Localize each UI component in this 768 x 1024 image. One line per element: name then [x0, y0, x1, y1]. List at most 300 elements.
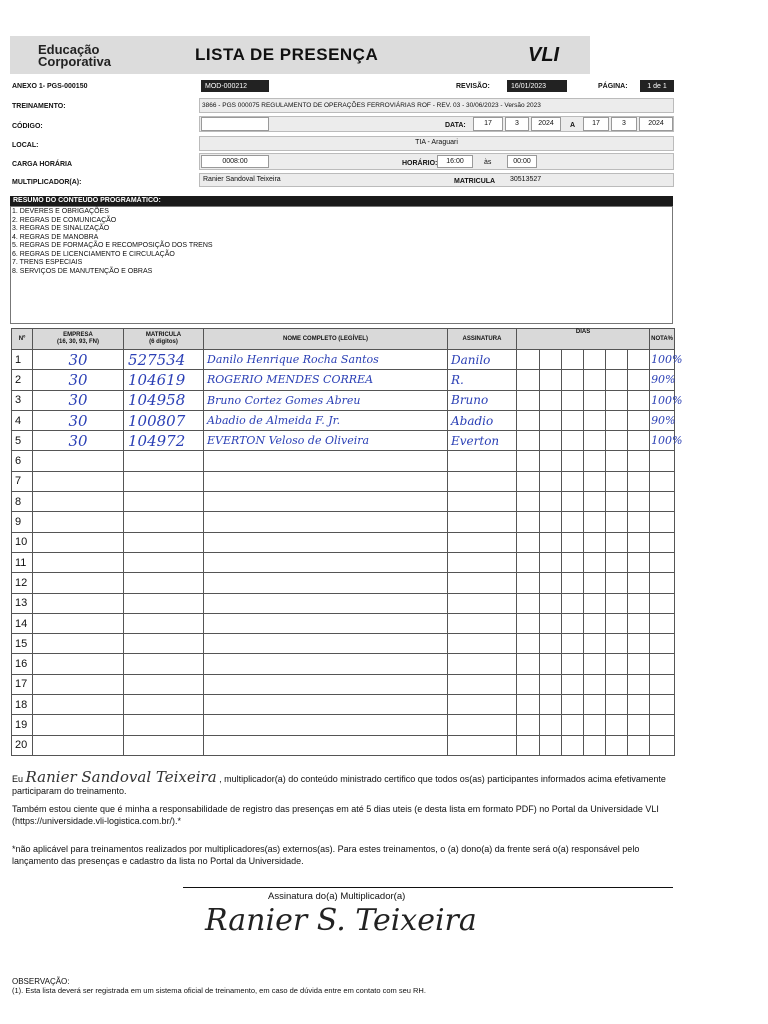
row-assinatura: Abadio [448, 410, 517, 430]
row-day-cell [517, 451, 540, 471]
row-day-cell [540, 410, 562, 430]
row-nota: 100% [650, 431, 675, 451]
row-day-cell [540, 390, 562, 410]
col-nota: NOTA% [650, 329, 675, 350]
row-nome: ROGERIO MENDES CORREA [204, 370, 448, 390]
row-day-cell [606, 634, 628, 654]
row-number: 17 [12, 674, 33, 694]
row-day-cell [628, 410, 650, 430]
row-matricula [124, 532, 204, 552]
row-number: 2 [12, 370, 33, 390]
row-day-cell [628, 695, 650, 715]
observation-title: OBSERVAÇÃO: [12, 977, 70, 986]
matricula-label: MATRICULA [454, 178, 496, 185]
row-day-cell [628, 512, 650, 532]
row-day-cell [517, 370, 540, 390]
table-header [12, 329, 675, 350]
table-row [12, 532, 675, 552]
attendance-table [11, 328, 683, 756]
row-empresa [33, 593, 124, 613]
date-to-day: 17 [583, 117, 609, 131]
row-day-cell [562, 390, 584, 410]
program-item: 3. REGRAS DE SINALIZAÇÃO [12, 225, 110, 232]
row-assinatura [448, 573, 517, 593]
row-nota [650, 451, 675, 471]
row-number: 8 [12, 492, 33, 512]
row-day-cell [540, 370, 562, 390]
program-title: RESUMO DO CONTEÚDO PROGRAMÁTICO: [10, 196, 673, 206]
row-nota [650, 654, 675, 674]
row-number: 9 [12, 512, 33, 532]
row-empresa [33, 715, 124, 735]
row-day-cell [584, 512, 606, 532]
table-row [12, 431, 675, 451]
row-day-cell [606, 654, 628, 674]
row-day-cell [517, 634, 540, 654]
row-assinatura [448, 654, 517, 674]
row-day-cell [606, 512, 628, 532]
row-day-cell [584, 593, 606, 613]
row-empresa [33, 654, 124, 674]
row-matricula [124, 451, 204, 471]
date-to-year: 2024 [639, 117, 673, 131]
training-label: TREINAMENTO: [12, 103, 66, 110]
row-empresa [33, 735, 124, 755]
row-day-cell [517, 552, 540, 572]
table-row [12, 512, 675, 532]
col-number: Nº [12, 329, 33, 350]
row-day-cell [540, 552, 562, 572]
row-day-cell [606, 471, 628, 491]
row-assinatura [448, 735, 517, 755]
document-title: LISTA DE PRESENÇA [195, 45, 379, 64]
row-day-cell [540, 674, 562, 694]
row-matricula [124, 573, 204, 593]
row-day-cell [606, 613, 628, 633]
row-day-cell [584, 613, 606, 633]
instructor-value: Ranier Sandoval Teixeira [203, 176, 281, 183]
row-day-cell [540, 573, 562, 593]
row-day-cell [562, 654, 584, 674]
row-day-cell [584, 654, 606, 674]
row-nota [650, 492, 675, 512]
row-day-cell [562, 593, 584, 613]
row-day-cell [517, 715, 540, 735]
row-number: 15 [12, 634, 33, 654]
row-nota [650, 573, 675, 593]
row-empresa: 30 [33, 431, 124, 451]
row-nome: EVERTON Veloso de Oliveira [204, 431, 448, 451]
row-day-cell [628, 593, 650, 613]
row-day-cell [584, 735, 606, 755]
row-nome: Danilo Henrique Rocha Santos [204, 350, 448, 370]
row-day-cell [606, 431, 628, 451]
row-day-cell [628, 654, 650, 674]
signature-label: Assinatura do(a) Multiplicador(a) [268, 891, 406, 902]
row-day-cell [606, 492, 628, 512]
row-number: 18 [12, 695, 33, 715]
row-nome: Abadio de Almeida F. Jr. [204, 410, 448, 430]
row-day-cell [517, 350, 540, 370]
instructor-label: MULTIPLICADOR(A): [12, 179, 82, 186]
row-day-cell [517, 654, 540, 674]
row-nome [204, 674, 448, 694]
program-item: 1. DEVERES E OBRIGAÇÕES [12, 208, 109, 215]
row-nota [650, 471, 675, 491]
workload-label: CARGA HORÁRIA [12, 161, 73, 168]
row-number: 20 [12, 735, 33, 755]
row-assinatura [448, 552, 517, 572]
row-empresa [33, 512, 124, 532]
row-empresa: 30 [33, 350, 124, 370]
row-empresa: 30 [33, 410, 124, 430]
row-day-cell [562, 431, 584, 451]
row-day-cell [562, 634, 584, 654]
instructor-signature: Ranier S. Teixeira [205, 903, 477, 938]
row-nota [650, 613, 675, 633]
row-day-cell [628, 634, 650, 654]
row-day-cell [628, 431, 650, 451]
row-day-cell [562, 410, 584, 430]
row-number: 4 [12, 410, 33, 430]
row-day-cell [562, 735, 584, 755]
row-nota: 100% [650, 350, 675, 370]
table-row [12, 552, 675, 572]
row-day-cell [628, 715, 650, 735]
program-item: 2. REGRAS DE COMUNICAÇÃO [12, 216, 117, 224]
row-empresa [33, 471, 124, 491]
row-assinatura [448, 634, 517, 654]
row-matricula [124, 471, 204, 491]
row-nome [204, 532, 448, 552]
row-number: 13 [12, 593, 33, 613]
row-matricula [124, 512, 204, 532]
observation-text: (1). Esta lista deverá ser registrada em um sistema oficial de treinamento, em caso de dúvida entre em contato com seu RH. [12, 986, 426, 995]
row-day-cell [562, 471, 584, 491]
table-row [12, 613, 675, 633]
row-day-cell [562, 573, 584, 593]
row-day-cell [606, 410, 628, 430]
row-day-cell [628, 390, 650, 410]
row-empresa [33, 613, 124, 633]
row-day-cell [584, 350, 606, 370]
row-matricula: 100807 [124, 410, 204, 430]
row-assinatura [448, 674, 517, 694]
row-day-cell [584, 715, 606, 735]
brand-logo: VLI [528, 44, 560, 66]
row-nome [204, 492, 448, 512]
row-assinatura [448, 532, 517, 552]
row-matricula [124, 593, 204, 613]
row-nome [204, 613, 448, 633]
row-assinatura [448, 715, 517, 735]
certification-signature: Ranier Sandoval Teixeira [25, 768, 217, 786]
row-day-cell [562, 512, 584, 532]
row-day-cell [562, 552, 584, 572]
matricula-value: 30513527 [510, 176, 542, 183]
row-day-cell [606, 593, 628, 613]
row-day-cell [584, 573, 606, 593]
revision-value: 16/01/2023 [507, 80, 567, 92]
form-code: MOD-000212 [201, 80, 269, 92]
row-day-cell [540, 512, 562, 532]
row-matricula: 104619 [124, 370, 204, 390]
row-day-cell [540, 715, 562, 735]
row-nome [204, 735, 448, 755]
row-day-cell [606, 451, 628, 471]
row-day-cell [540, 593, 562, 613]
row-day-cell [562, 370, 584, 390]
training-value: 3866 - PGS 000075 REGULAMENTO DE OPERAÇÕES FERROVIÁRIAS ROF - REV. 03 - 30/06/2023 - Versão 2023 [202, 102, 541, 109]
table-row [12, 350, 675, 370]
row-assinatura [448, 512, 517, 532]
row-number: 11 [12, 552, 33, 572]
date-from-day: 17 [473, 117, 503, 131]
row-nome [204, 471, 448, 491]
program-item: 8. SERVIÇOS DE MANUTENÇÃO E OBRAS [12, 267, 153, 275]
row-matricula [124, 695, 204, 715]
row-day-cell [540, 431, 562, 451]
responsibility-text: Também estou ciente que é minha a responsabilidade de registro das presenças em até 5 dias uteis (e desta lista em formato PDF) no Portal da Universidade VLI (https://universidade.vli-logistica.com.br/).* [12, 804, 659, 826]
logo-line-1: Educação [38, 42, 100, 57]
row-day-cell [562, 451, 584, 471]
time-separator: às [484, 159, 492, 166]
row-assinatura: Bruno [448, 390, 517, 410]
row-nota [650, 674, 675, 694]
row-assinatura: R. [448, 370, 517, 390]
row-day-cell [517, 674, 540, 694]
row-day-cell [628, 492, 650, 512]
row-day-cell [584, 451, 606, 471]
row-nome [204, 654, 448, 674]
table-row [12, 471, 675, 491]
row-day-cell [540, 492, 562, 512]
date-to-month: 3 [611, 117, 637, 131]
row-matricula: 104958 [124, 390, 204, 410]
row-day-cell [517, 431, 540, 451]
row-day-cell [628, 735, 650, 755]
row-day-cell [584, 552, 606, 572]
table-row [12, 492, 675, 512]
row-day-cell [517, 512, 540, 532]
row-empresa [33, 532, 124, 552]
row-nota [650, 532, 675, 552]
date-separator: A [570, 122, 576, 129]
row-nome: Bruno Cortez Gomes Abreu [204, 390, 448, 410]
row-matricula [124, 552, 204, 572]
row-nome [204, 573, 448, 593]
row-day-cell [584, 390, 606, 410]
row-nome [204, 634, 448, 654]
page-label: PÁGINA: [598, 83, 628, 90]
row-matricula: 527534 [124, 350, 204, 370]
row-number: 7 [12, 471, 33, 491]
row-number: 16 [12, 654, 33, 674]
row-assinatura [448, 695, 517, 715]
signature-line [183, 887, 673, 888]
row-number: 10 [12, 532, 33, 552]
row-day-cell [606, 532, 628, 552]
row-nome [204, 552, 448, 572]
row-matricula [124, 735, 204, 755]
row-empresa [33, 674, 124, 694]
row-empresa [33, 695, 124, 715]
row-day-cell [517, 695, 540, 715]
row-day-cell [628, 370, 650, 390]
row-assinatura [448, 471, 517, 491]
row-nota [650, 715, 675, 735]
location-label: LOCAL: [12, 142, 39, 149]
row-assinatura [448, 613, 517, 633]
page-value: 1 de 1 [640, 80, 674, 92]
row-day-cell [606, 350, 628, 370]
row-day-cell [628, 613, 650, 633]
row-assinatura [448, 492, 517, 512]
row-day-cell [540, 532, 562, 552]
row-day-cell [628, 350, 650, 370]
row-day-cell [606, 674, 628, 694]
row-nota: 90% [650, 410, 675, 430]
row-empresa [33, 492, 124, 512]
table-row [12, 674, 675, 694]
row-assinatura [448, 593, 517, 613]
row-matricula [124, 634, 204, 654]
col-empresa: EMPRESA (16, 30, 93, FN) [33, 329, 124, 350]
row-day-cell [540, 350, 562, 370]
row-day-cell [517, 735, 540, 755]
row-day-cell [584, 370, 606, 390]
table-row [12, 715, 675, 735]
revision-label: REVISÃO: [456, 83, 490, 90]
row-assinatura [448, 451, 517, 471]
row-day-cell [606, 695, 628, 715]
row-day-cell [628, 674, 650, 694]
row-number: 12 [12, 573, 33, 593]
row-day-cell [517, 390, 540, 410]
program-item: 7. TRENS ESPECIAIS [12, 259, 83, 266]
row-day-cell [584, 532, 606, 552]
date-from-year: 2024 [531, 117, 561, 131]
row-nome [204, 451, 448, 471]
code-field [201, 117, 269, 131]
code-label: CÓDIGO: [12, 123, 43, 130]
table-row [12, 573, 675, 593]
table-row [12, 654, 675, 674]
program-item: 6. REGRAS DE LICENCIAMENTO E CIRCULAÇÃO [12, 250, 175, 258]
row-day-cell [584, 634, 606, 654]
row-day-cell [584, 410, 606, 430]
row-day-cell [517, 492, 540, 512]
row-nota: 100% [650, 390, 675, 410]
row-day-cell [562, 350, 584, 370]
col-matricula: MATRICULA (6 digitos) [124, 329, 204, 350]
row-day-cell [562, 695, 584, 715]
row-matricula [124, 715, 204, 735]
col-nome: NOME COMPLETO (LEGÍVEL) [204, 329, 448, 350]
program-item: 4. REGRAS DE MANOBRA [12, 233, 99, 241]
table-row [12, 695, 675, 715]
table-row [12, 634, 675, 654]
logo-line-2: Corporativa [38, 54, 111, 69]
row-day-cell [517, 593, 540, 613]
row-number: 14 [12, 613, 33, 633]
certification-text: Eu Ranier Sandoval Teixeira , multiplicador(a) do conteúdo ministrado certifico que todos os(as) participantes informados acima efetivamente participaram do treinamento. [12, 768, 666, 796]
workload-value: 0008:00 [201, 155, 269, 168]
col-dias: DIAS [517, 329, 650, 350]
date-label: DATA: [445, 122, 466, 129]
row-nota [650, 593, 675, 613]
table-row [12, 410, 675, 430]
row-assinatura: Danilo [448, 350, 517, 370]
row-day-cell [562, 674, 584, 694]
program-item: 5. REGRAS DE FORMAÇÃO E RECOMPOSIÇÃO DOS TRENS [12, 242, 213, 249]
row-day-cell [517, 471, 540, 491]
row-day-cell [628, 573, 650, 593]
row-nome [204, 512, 448, 532]
row-day-cell [628, 451, 650, 471]
row-matricula [124, 492, 204, 512]
row-matricula: 104972 [124, 431, 204, 451]
row-day-cell [562, 613, 584, 633]
table-row [12, 390, 675, 410]
row-day-cell [628, 552, 650, 572]
row-nota [650, 634, 675, 654]
row-day-cell [517, 410, 540, 430]
row-number: 3 [12, 390, 33, 410]
row-day-cell [540, 471, 562, 491]
row-matricula [124, 654, 204, 674]
row-day-cell [606, 390, 628, 410]
col-assinatura: ASSINATURA [448, 329, 517, 350]
row-nome [204, 715, 448, 735]
program-list [12, 208, 213, 276]
row-day-cell [517, 573, 540, 593]
row-day-cell [606, 370, 628, 390]
row-matricula [124, 674, 204, 694]
row-day-cell [606, 715, 628, 735]
annex-label: ANEXO 1- PGS-000150 [12, 83, 88, 90]
row-day-cell [517, 532, 540, 552]
row-day-cell [540, 735, 562, 755]
row-day-cell [584, 431, 606, 451]
row-day-cell [562, 532, 584, 552]
row-day-cell [606, 573, 628, 593]
row-day-cell [540, 695, 562, 715]
row-empresa [33, 634, 124, 654]
row-nota: 90% [650, 370, 675, 390]
row-day-cell [540, 451, 562, 471]
row-day-cell [628, 471, 650, 491]
row-number: 19 [12, 715, 33, 735]
table-row [12, 370, 675, 390]
row-day-cell [562, 715, 584, 735]
row-number: 1 [12, 350, 33, 370]
row-nota [650, 695, 675, 715]
row-day-cell [606, 552, 628, 572]
time-from: 16:00 [437, 155, 473, 168]
row-empresa [33, 573, 124, 593]
location-value: TIA - Araguari [415, 139, 458, 146]
row-nota [650, 512, 675, 532]
time-to: 00:00 [507, 155, 537, 168]
row-nota [650, 735, 675, 755]
row-day-cell [540, 634, 562, 654]
row-day-cell [540, 613, 562, 633]
row-day-cell [584, 492, 606, 512]
row-day-cell [540, 654, 562, 674]
time-label: HORÁRIO: [402, 160, 438, 167]
row-assinatura: Everton [448, 431, 517, 451]
